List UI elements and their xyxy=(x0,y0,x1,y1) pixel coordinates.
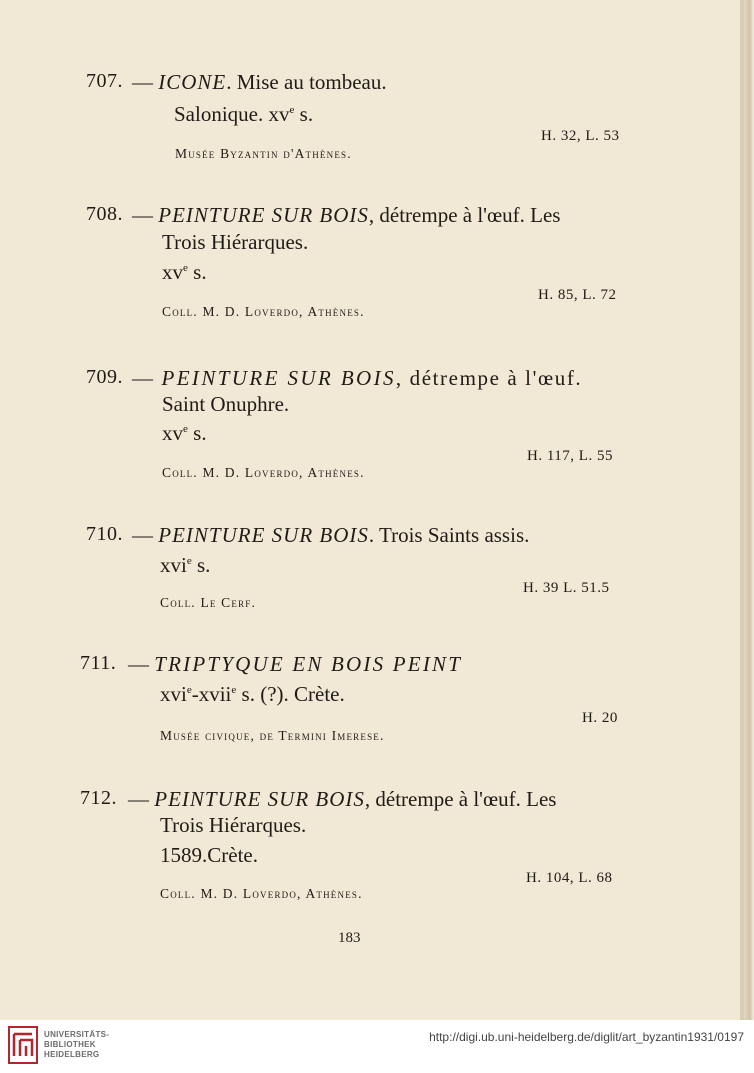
entry-title-italic: PEINTURE SUR BOIS xyxy=(161,366,396,390)
library-name[interactable]: UNIVERSITÄTS- BIBLIOTHEK HEIDELBERG xyxy=(44,1030,110,1059)
entry-number: 708. xyxy=(86,203,123,225)
entry-title: — PEINTURE SUR BOIS, détrempe à l'œuf. Les xyxy=(128,787,557,811)
entry-subject: Trois Hiérarques. xyxy=(160,813,307,837)
entry-title: — PEINTURE SUR BOIS, détrempe à l'œuf. xyxy=(132,366,583,390)
entry-subject: Trois Hiérarques. xyxy=(162,230,309,254)
entry-title-rest: . Trois Saints assis. xyxy=(368,523,530,547)
entry-collection: Coll. M. D. Loverdo, Athènes. xyxy=(162,465,365,480)
source-url-link[interactable]: http://digi.ub.uni-heidelberg.de/diglit/art_byzantin1931/0197 xyxy=(429,1030,744,1044)
entry-place-date: Salonique. $xv^e$ s. xyxy=(174,102,314,126)
entry-dimensions: H. 32, L. 53 xyxy=(541,128,620,144)
entry-title-italic: ICONE xyxy=(158,70,227,94)
entry-title xyxy=(132,70,387,95)
library-logo-icon[interactable] xyxy=(8,1026,38,1064)
entry-dimensions: H. 39 L. 51.5 xyxy=(523,580,610,596)
entry-title: — PEINTURE SUR BOIS, détrempe à l'œuf. Les xyxy=(132,203,561,227)
viewer-footer xyxy=(0,1020,754,1073)
entry-century: xvi$^e$-xvii$^e$ s. (?). Crète. xyxy=(160,682,345,706)
entry-title-rest: . Mise au tombeau. xyxy=(226,70,387,94)
entry-collection: Coll. M. D. Loverdo, Athènes. xyxy=(160,886,363,901)
entry-number: 711. xyxy=(80,652,117,674)
entry-collection: Coll. Le Cerf. xyxy=(160,595,257,610)
entry-dimensions: H. 104, L. 68 xyxy=(526,870,613,886)
entry-dash: — xyxy=(132,70,153,94)
entry-title-rest: , détrempe à l'œuf. xyxy=(395,366,583,390)
entry-title-rest: , détrempe à l'œuf. Les xyxy=(364,787,557,811)
entry-collection: Musée civique, de Termini Imerese. xyxy=(160,728,385,743)
entry-title: — PEINTURE SUR BOIS. Trois Saints assis. xyxy=(132,523,530,547)
entry-title-italic: PEINTURE SUR BOIS xyxy=(158,523,369,547)
entry-collection: Coll. M. D. Loverdo, Athènes. xyxy=(162,304,365,319)
entry-title: — TRIPTYQUE EN BOIS PEINT xyxy=(128,652,463,676)
entry-title-rest: , détrempe à l'œuf. Les xyxy=(368,203,561,227)
entry-dimensions: H. 85, L. 72 xyxy=(538,287,617,303)
entry-number: 710. xyxy=(86,523,123,545)
entry-title-italic: PEINTURE SUR BOIS xyxy=(154,787,365,811)
entry-subject: Saint Onuphre. xyxy=(162,392,290,416)
entry-century: $xv^e$ s. xyxy=(162,260,207,284)
entry-title-italic: PEINTURE SUR BOIS xyxy=(158,203,369,227)
entry-dimensions: H. 117, L. 55 xyxy=(527,448,613,464)
entry-collection: Musée Byzantin d'Athènes. xyxy=(175,146,352,161)
entry-dimensions: H. 20 xyxy=(582,710,618,726)
entry-number: 709. xyxy=(86,366,123,388)
entry-century: 1589.Crète. xyxy=(160,843,258,867)
entry-century: xvi$^e$ s. xyxy=(160,553,211,577)
entry-century: $xv^e$ s. xyxy=(162,421,207,445)
entry-number: 707. xyxy=(86,70,123,92)
entry-title-italic: TRIPTYQUE EN BOIS PEINT xyxy=(154,652,463,676)
entry-number: 712. xyxy=(80,787,117,809)
page-edge xyxy=(744,0,754,1020)
page-number: 183 xyxy=(338,930,361,946)
